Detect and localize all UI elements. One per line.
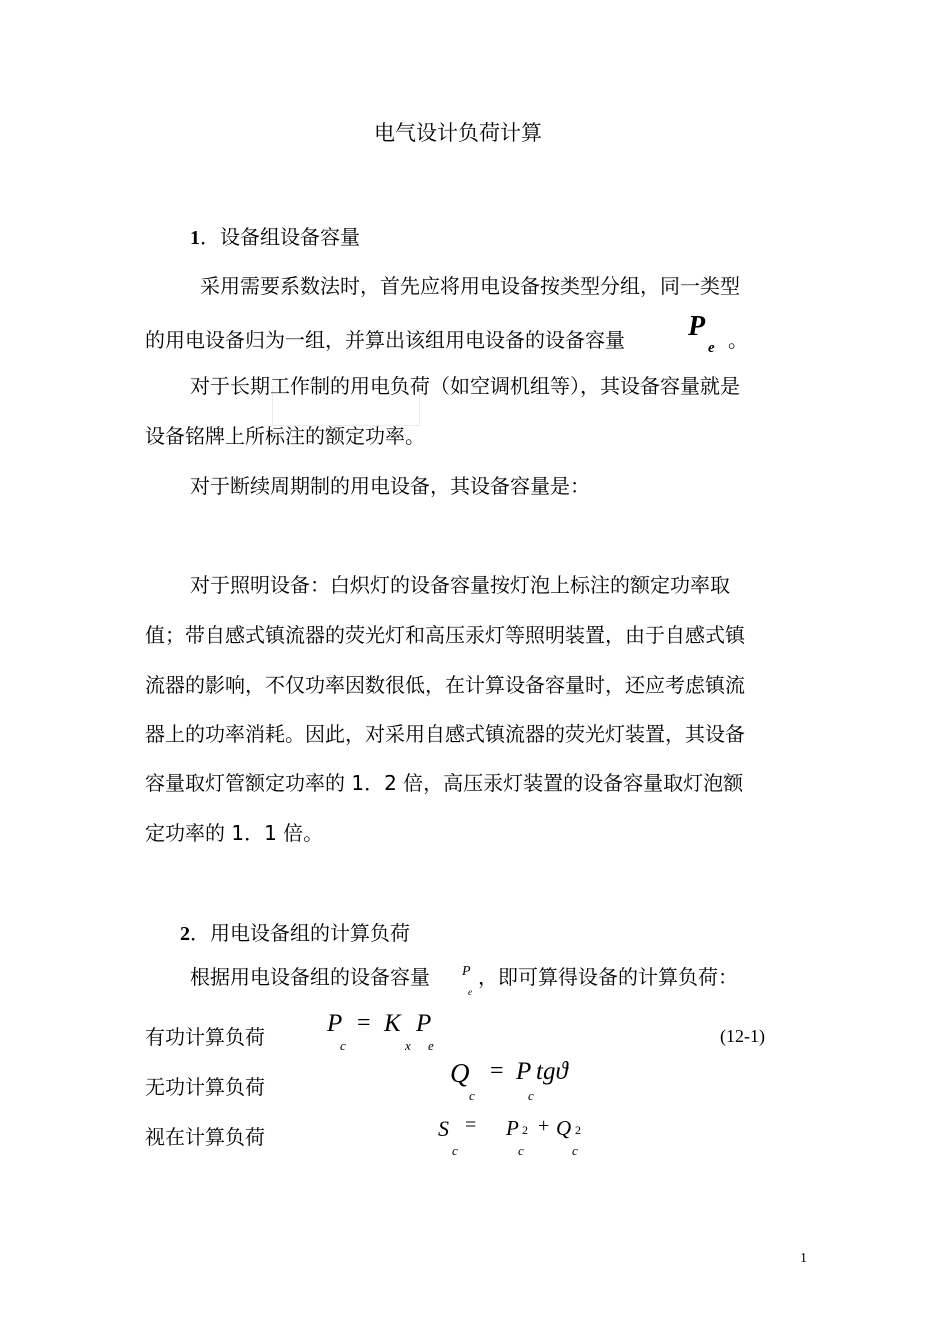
formula-3-rhs-q-sub: c <box>572 1143 578 1158</box>
formula-3-rhs-p-sub: c <box>518 1143 524 1158</box>
section-1-heading <box>190 224 360 251</box>
paragraph-4-line-2: 值；带自感式镇流器的荧光灯和高压汞灯等照明装置，由于自感式镇 <box>145 623 745 647</box>
intro-symbol-p: P <box>462 964 471 979</box>
formula-3-plus: + <box>538 1115 550 1137</box>
section-2-intro-after: ，即可算得设备的计算负荷： <box>478 965 738 989</box>
paragraph-4-line-5: 容量取灯管额定功率的 1．2 倍，高压汞灯装置的设备容量取灯泡额 <box>145 771 744 795</box>
formula-3-label: 视在计算负荷 <box>145 1125 265 1149</box>
section-2-intro: 根据用电设备组的设备容量 <box>190 965 430 989</box>
formula-1-number: (12-1) <box>720 1026 765 1046</box>
formula-3-lhs: S <box>438 1116 449 1141</box>
formula-1-lhs: P <box>327 1010 343 1037</box>
formula-2-lhs: Q <box>450 1058 470 1088</box>
sqrt-sign <box>491 1104 493 1146</box>
formula-3-rhs-q-sup: 2 <box>575 1123 581 1137</box>
formula-3-rhs-p: P <box>506 1116 519 1140</box>
section-2-title: ．用电设备组的计算负荷 <box>190 921 410 945</box>
paragraph-3: 对于断续周期制的用电设备，其设备容量是： <box>190 474 590 498</box>
paragraph-1-end: 。 <box>728 328 748 352</box>
formula-2-equals: = <box>490 1058 504 1084</box>
formula-2-label: 无功计算负荷 <box>145 1075 265 1099</box>
formula-1-label: 有功计算负荷 <box>145 1025 265 1049</box>
section-1-title: ．设备组设备容量 <box>200 225 360 249</box>
formula-1-rhs-k-sub: x <box>405 1038 411 1053</box>
paragraph-4-line-4: 器上的功率消耗。因此，对采用自感式镇流器的荧光灯装置，其设备 <box>145 722 745 746</box>
paragraph-4-line-6: 定功率的 1．1 倍。 <box>145 821 324 845</box>
formula-1-lhs-sub: c <box>340 1038 346 1053</box>
formula-1-equals: = <box>357 1010 371 1036</box>
formula-2-lhs-sub: c <box>469 1088 475 1103</box>
page-number: 1 <box>800 1251 807 1266</box>
paragraph-2-line-1: 对于长期工作制的用电负荷（如空调机组等），其设备容量就是 <box>190 374 740 398</box>
paragraph-4-line-1: 对于照明设备：白炽灯的设备容量按灯泡上标注的额定功率取 <box>190 573 730 597</box>
formula-1-rhs-p-sub: e <box>428 1038 434 1053</box>
symbol-pe: P <box>688 311 706 342</box>
formula-1-rhs-k: K <box>384 1010 401 1037</box>
paragraph-4-line-3: 流器的影响，不仅功率因数很低，在计算设备容量时，还应考虑镇流 <box>145 673 745 697</box>
formula-3-rhs-q: Q <box>556 1116 572 1140</box>
formula-3-rhs-p-sup: 2 <box>522 1123 528 1137</box>
section-2-number: 2 <box>180 923 190 945</box>
formula-3-lhs-sub: c <box>452 1143 458 1158</box>
formula-1-rhs-p: P <box>416 1010 432 1037</box>
formula-2-tg: tgϑ <box>536 1058 568 1085</box>
document-title: 电气设计负荷计算 <box>374 121 542 145</box>
section-1-number: 1 <box>190 227 200 249</box>
paragraph-2-line-2: 设备铭牌上所标注的额定功率。 <box>145 424 425 448</box>
section-2-heading <box>180 920 410 947</box>
formula-2-rhs-p-sub: c <box>528 1088 534 1103</box>
paragraph-1-line-2: 的用电设备归为一组，并算出该组用电设备的设备容量 <box>145 328 625 352</box>
formula-3-equals: = <box>465 1114 477 1136</box>
formula-2-rhs-p: P <box>516 1058 532 1085</box>
symbol-pe-subscript: e <box>708 340 715 356</box>
intro-symbol-sub: e <box>468 987 472 997</box>
paragraph-1-line-1: 采用需要系数法时，首先应将用电设备按类型分组，同一类型 <box>200 274 740 298</box>
